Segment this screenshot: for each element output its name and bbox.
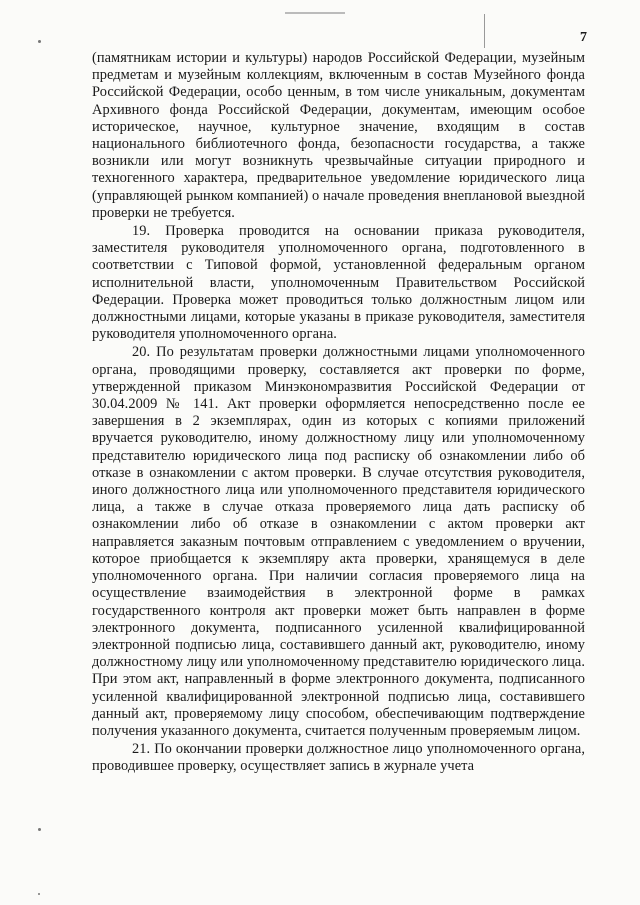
scan-dot: [38, 828, 41, 831]
paragraph-number: 20.: [132, 344, 151, 361]
paragraph-text: По результатам проверки должностными лицами уполномоченного органа, проводящими проверку, составляется акт проверки по форме, утвержденной приказом Минэкономразвития Российской Федерации от 30.04.2009 № 141. Акт проверки оформляется непосредственно после ее завершения в 2 экземплярах, один из которых с копиями приложений вручается руководителю, иному должностному лицу или уполномоченному представителю юридического лица под расписку об ознакомлении либо об отказе в ознакомлении с актом проверки. В случае отсутствия руководителя, иного должностного лица или уполномоченного представителя юридического лица, а также в случае отказа проверяемого лица дать расписку об ознакомлении либо об отказе в ознакомлении с актом проверки акт направляется заказным почтовым отправлением с уведомлением о вручении, которое приобщается к экземпляру акта проверки, хранящемуся в деле уполномоченного органа. При наличии согласия проверяемого лица на осуществление взаимодействия в электронной форме в рамках государственного контроля акт проверки может быть направлен в форме электронного документа, подписанного усиленной квалифицированной электронной подписью лица, составившего данный акт, руководителю, иному должностному лицу или уполномоченному представителю юридического лица. При этом акт, направленный в форме электронного документа, подписанного усиленной квалифицированной электронной подписью лица, составившего данный акт, проверяемому лицу способом, обеспечивающим подтверждение получения указанного документа, считается полученным проверяемым лицом.: [92, 344, 585, 739]
scan-line: [484, 14, 485, 48]
paragraph-number: 19.: [132, 223, 151, 240]
paragraph-continuation: [92, 50, 585, 222]
page-number: 7: [580, 30, 587, 45]
scan-dot: [38, 893, 40, 895]
paragraph-text: (памятникам истории и культуры) народов Российской Федерации, музейным предметам и музейным коллекциям, включенным в состав Музейного фонда Российской Федерации, особо ценным, в том числе уникальным, документам Архивного фонда Российской Федерации, документам, имеющим особое историческое, научное, культурное значение, входящим в состав национального библиотечного фонда, безопасности государства, а также возникли или могут возникнуть чрезвычайные ситуации природного и техногенного характера, предварительное уведомление юридического лица (управляющей рынком компанией) о начале проведения внеплановой выездной проверки не требуется.: [92, 50, 585, 221]
paragraph-text: По окончании проверки должностное лицо уполномоченного органа, проводившее проверку, осуществляет запись в журнале учета: [92, 741, 585, 775]
paragraph-21: [92, 741, 585, 775]
paragraph-text: Проверка проводится на основании приказа руководителя, заместителя руководителя уполномоченного органа, подготовленного в соответствии с Типовой формой, установленной федеральным органом исполнительной власти, уполномоченным Правительством Российской Федерации. Проверка может проводиться только должностным лицом или должностными лицами, которые указаны в приказе руководителя, заместителя руководителя уполномоченного органа.: [92, 223, 585, 343]
scan-smudge: [285, 12, 345, 14]
paragraph-number: 21.: [132, 741, 151, 758]
paragraph-19: [92, 223, 585, 343]
document-body: [92, 50, 585, 776]
scan-dot: [38, 40, 41, 43]
paragraph-20: [92, 344, 585, 740]
